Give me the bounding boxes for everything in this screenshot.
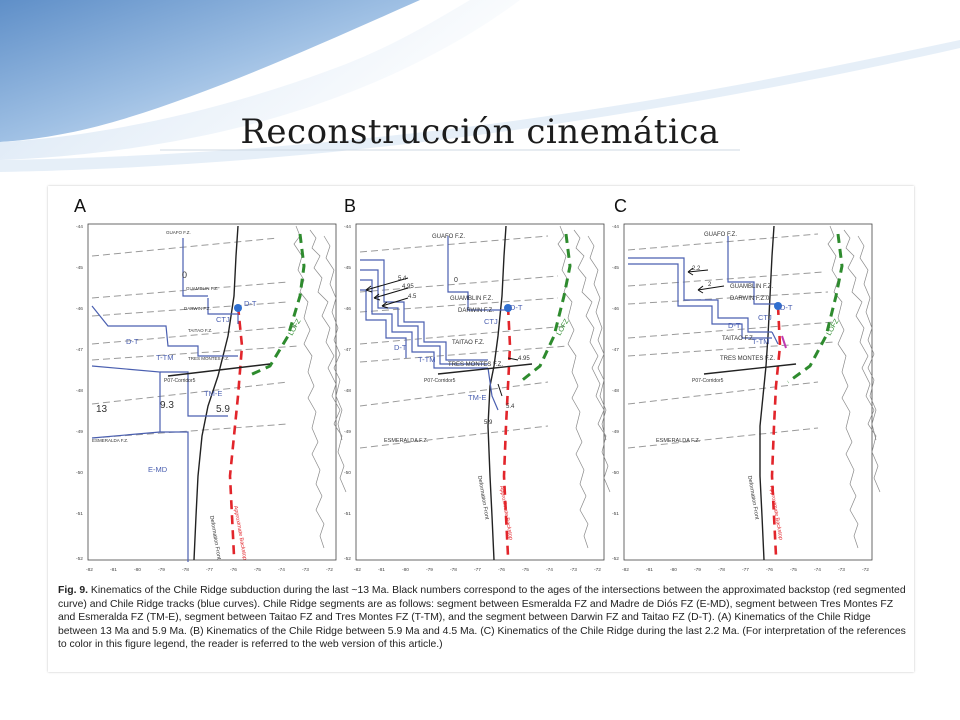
svg-text:-50: -50 <box>344 471 351 476</box>
svg-text:-52: -52 <box>76 557 83 562</box>
svg-text:LOFZ: LOFZ <box>287 318 303 337</box>
svg-text:-80: -80 <box>134 568 141 573</box>
svg-text:-81: -81 <box>646 568 653 573</box>
svg-text:5.9: 5.9 <box>484 420 493 426</box>
svg-text:-73: -73 <box>838 568 845 573</box>
svg-text:-44: -44 <box>612 225 619 230</box>
svg-text:-76: -76 <box>498 568 505 573</box>
svg-text:Approximate Backstop: Approximate Backstop <box>768 485 784 541</box>
svg-text:GUAMBLIN F.Z.: GUAMBLIN F.Z. <box>450 296 494 302</box>
svg-text:TRES MONTES F.Z.: TRES MONTES F.Z. <box>448 362 504 368</box>
svg-text:4.95: 4.95 <box>402 284 414 290</box>
svg-text:-74: -74 <box>814 568 821 573</box>
svg-text:-51: -51 <box>344 512 351 517</box>
svg-text:CTJ: CTJ <box>758 313 772 322</box>
svg-text:-46: -46 <box>76 307 83 312</box>
svg-text:4.95: 4.95 <box>518 356 530 362</box>
panel-letter: C <box>614 196 627 216</box>
svg-text:Approximate Backstop: Approximate Backstop <box>232 505 248 561</box>
svg-text:P07-Corridor5: P07-Corridor5 <box>164 378 196 384</box>
svg-text:TRES MONTES F.Z.: TRES MONTES F.Z. <box>720 356 776 362</box>
svg-text:-73: -73 <box>570 568 577 573</box>
svg-text:CTJ: CTJ <box>484 317 498 326</box>
panel-letter: A <box>74 196 87 216</box>
svg-text:-79: -79 <box>426 568 433 573</box>
svg-text:ESMERALDA F.Z.: ESMERALDA F.Z. <box>384 438 429 444</box>
svg-text:4.5: 4.5 <box>408 294 417 300</box>
svg-text:LOFZ: LOFZ <box>555 318 571 337</box>
lat-ticks-a <box>76 224 83 562</box>
lon-ticks-a <box>86 567 333 573</box>
svg-text:-44: -44 <box>76 225 83 230</box>
svg-text:TAITAO F.Z.: TAITAO F.Z. <box>452 340 485 346</box>
svg-text:-75: -75 <box>254 568 261 573</box>
svg-text:-46: -46 <box>344 307 351 312</box>
svg-text:-75: -75 <box>522 568 529 573</box>
slide-title: Reconstrucción cinemática <box>240 112 720 152</box>
svg-text:GUAFO F.Z.: GUAFO F.Z. <box>166 230 191 235</box>
svg-text:D-T: D-T <box>244 299 257 308</box>
svg-text:TM-E: TM-E <box>468 393 487 402</box>
svg-text:-51: -51 <box>612 512 619 517</box>
svg-text:GUAMBLIN F.Z.: GUAMBLIN F.Z. <box>730 284 774 290</box>
svg-text:-47: -47 <box>76 348 83 353</box>
figure-panels <box>48 186 914 578</box>
svg-text:-48: -48 <box>344 389 351 394</box>
svg-text:-50: -50 <box>76 471 83 476</box>
svg-text:Deformation Front: Deformation Front <box>476 475 490 521</box>
svg-text:GUAFO F.Z.: GUAFO F.Z. <box>704 232 737 238</box>
figure-caption <box>58 584 906 652</box>
svg-text:-80: -80 <box>670 568 677 573</box>
svg-text:-80: -80 <box>402 568 409 573</box>
panel-c <box>612 196 880 573</box>
svg-text:0: 0 <box>182 270 188 280</box>
svg-text:D-T: D-T <box>780 303 793 312</box>
svg-text:P07-Corridor5: P07-Corridor5 <box>692 378 724 384</box>
svg-text:5.4: 5.4 <box>506 404 515 410</box>
svg-text:-74: -74 <box>278 568 285 573</box>
svg-text:Deformation Front: Deformation Front <box>208 515 222 561</box>
svg-text:-77: -77 <box>742 568 749 573</box>
svg-text:-76: -76 <box>766 568 773 573</box>
svg-text:-72: -72 <box>862 568 869 573</box>
svg-text:-81: -81 <box>378 568 385 573</box>
svg-text:-75: -75 <box>790 568 797 573</box>
svg-text:-51: -51 <box>76 512 83 517</box>
svg-text:-77: -77 <box>206 568 213 573</box>
svg-text:T-TM: T-TM <box>752 337 770 346</box>
svg-text:-81: -81 <box>110 568 117 573</box>
svg-text:ESMERALDA F.Z.: ESMERALDA F.Z. <box>656 438 701 444</box>
svg-text:TAITAO F.Z.: TAITAO F.Z. <box>188 328 213 333</box>
svg-text:-82: -82 <box>354 568 361 573</box>
svg-text:-78: -78 <box>450 568 457 573</box>
svg-text:T-TM: T-TM <box>156 353 174 362</box>
svg-text:-77: -77 <box>474 568 481 573</box>
lon-ticks-b <box>354 567 601 573</box>
svg-text:TRES MONTES F.Z.: TRES MONTES F.Z. <box>188 356 230 361</box>
svg-text:DARWIN F.Z.: DARWIN F.Z. <box>730 296 766 302</box>
svg-text:-72: -72 <box>594 568 601 573</box>
svg-text:-50: -50 <box>612 471 619 476</box>
svg-text:ESMERALDA F.Z.: ESMERALDA F.Z. <box>92 438 129 443</box>
svg-text:TAITAO F.Z.: TAITAO F.Z. <box>722 336 755 342</box>
svg-text:2.2: 2.2 <box>692 266 701 272</box>
svg-text:-79: -79 <box>694 568 701 573</box>
svg-text:DARWIN F.Z.: DARWIN F.Z. <box>458 308 494 314</box>
figure-container <box>48 186 914 672</box>
svg-text:D-T: D-T <box>394 343 407 352</box>
lon-ticks-c <box>622 567 869 573</box>
svg-text:5.9: 5.9 <box>216 404 230 415</box>
svg-text:P07-Corridor5: P07-Corridor5 <box>424 378 456 384</box>
svg-text:-46: -46 <box>612 307 619 312</box>
svg-text:9.3: 9.3 <box>160 400 174 411</box>
svg-text:GUAMBLIN F.Z.: GUAMBLIN F.Z. <box>186 286 219 291</box>
caption-label: Fig. 9. <box>58 585 89 596</box>
svg-text:-78: -78 <box>718 568 725 573</box>
svg-text:Approximate Backstop: Approximate Backstop <box>498 485 514 541</box>
svg-text:-47: -47 <box>344 348 351 353</box>
svg-text:D-T: D-T <box>126 337 139 346</box>
svg-text:T-TM: T-TM <box>418 355 436 364</box>
svg-text:0: 0 <box>766 296 770 302</box>
svg-text:CTJ: CTJ <box>216 315 230 324</box>
svg-text:D-T: D-T <box>510 303 523 312</box>
svg-text:-79: -79 <box>158 568 165 573</box>
svg-text:-76: -76 <box>230 568 237 573</box>
svg-text:-52: -52 <box>612 557 619 562</box>
svg-text:-78: -78 <box>182 568 189 573</box>
svg-text:5.4: 5.4 <box>398 276 407 282</box>
svg-text:-45: -45 <box>76 266 83 271</box>
svg-text:-74: -74 <box>546 568 553 573</box>
svg-text:-72: -72 <box>326 568 333 573</box>
svg-text:-48: -48 <box>76 389 83 394</box>
svg-text:GUAFO F.Z.: GUAFO F.Z. <box>432 234 465 240</box>
svg-text:-82: -82 <box>86 568 93 573</box>
lat-ticks-b <box>344 224 351 562</box>
svg-text:TM-E: TM-E <box>204 389 223 398</box>
svg-text:-49: -49 <box>612 430 619 435</box>
svg-text:13: 13 <box>96 404 108 415</box>
panel-letter: B <box>344 196 357 216</box>
svg-text:-73: -73 <box>302 568 309 573</box>
svg-text:-45: -45 <box>344 266 351 271</box>
svg-text:-52: -52 <box>344 557 351 562</box>
svg-text:E-MD: E-MD <box>148 465 168 474</box>
svg-text:Deformation Front: Deformation Front <box>746 475 760 521</box>
ctj-point <box>234 304 242 312</box>
svg-text:-45: -45 <box>612 266 619 271</box>
panel-a <box>74 196 346 573</box>
svg-text:-49: -49 <box>76 430 83 435</box>
map-frame <box>356 224 604 560</box>
svg-text:-47: -47 <box>612 348 619 353</box>
caption-text: Kinematics of the Chile Ridge subduction during the last ~13 Ma. Black numbers correspond to the ages of the intersections between the approximated backstop (red segmented curve) and Chile Ridge tracks (blue curves). Chile Ridge segments are as follows: segment between Esmeralda FZ and Madre de Diós FZ (E-MD), segment between Tres Montes FZ and Esmeralda FZ (TM-E), segment between Taitao FZ and Tres Montes FZ (T-TM), and the segment between Darwin FZ and Taitao FZ (D-T). (A) Kinematics of the Chile Ridge between 13 Ma and 5.9 Ma. (B) Kinematics of the Chile Ridge between 5.9 Ma and 4.5 Ma. (C) Kinematics of the Chile Ridge during the last 2.2 Ma. (For interpretation of the references to color in this figure legend, the reader is referred to the web version of this article.) <box>58 585 906 650</box>
svg-text:2: 2 <box>708 282 712 288</box>
svg-text:LOFZ: LOFZ <box>825 318 841 337</box>
panel-b <box>344 196 610 573</box>
svg-text:-44: -44 <box>344 225 351 230</box>
svg-text:D-T: D-T <box>728 321 741 330</box>
svg-text:-82: -82 <box>622 568 629 573</box>
lat-ticks-c <box>612 224 619 562</box>
svg-text:DARWIN F.Z.: DARWIN F.Z. <box>184 306 211 311</box>
svg-text:0: 0 <box>454 277 458 284</box>
svg-text:-48: -48 <box>612 389 619 394</box>
svg-text:-49: -49 <box>344 430 351 435</box>
